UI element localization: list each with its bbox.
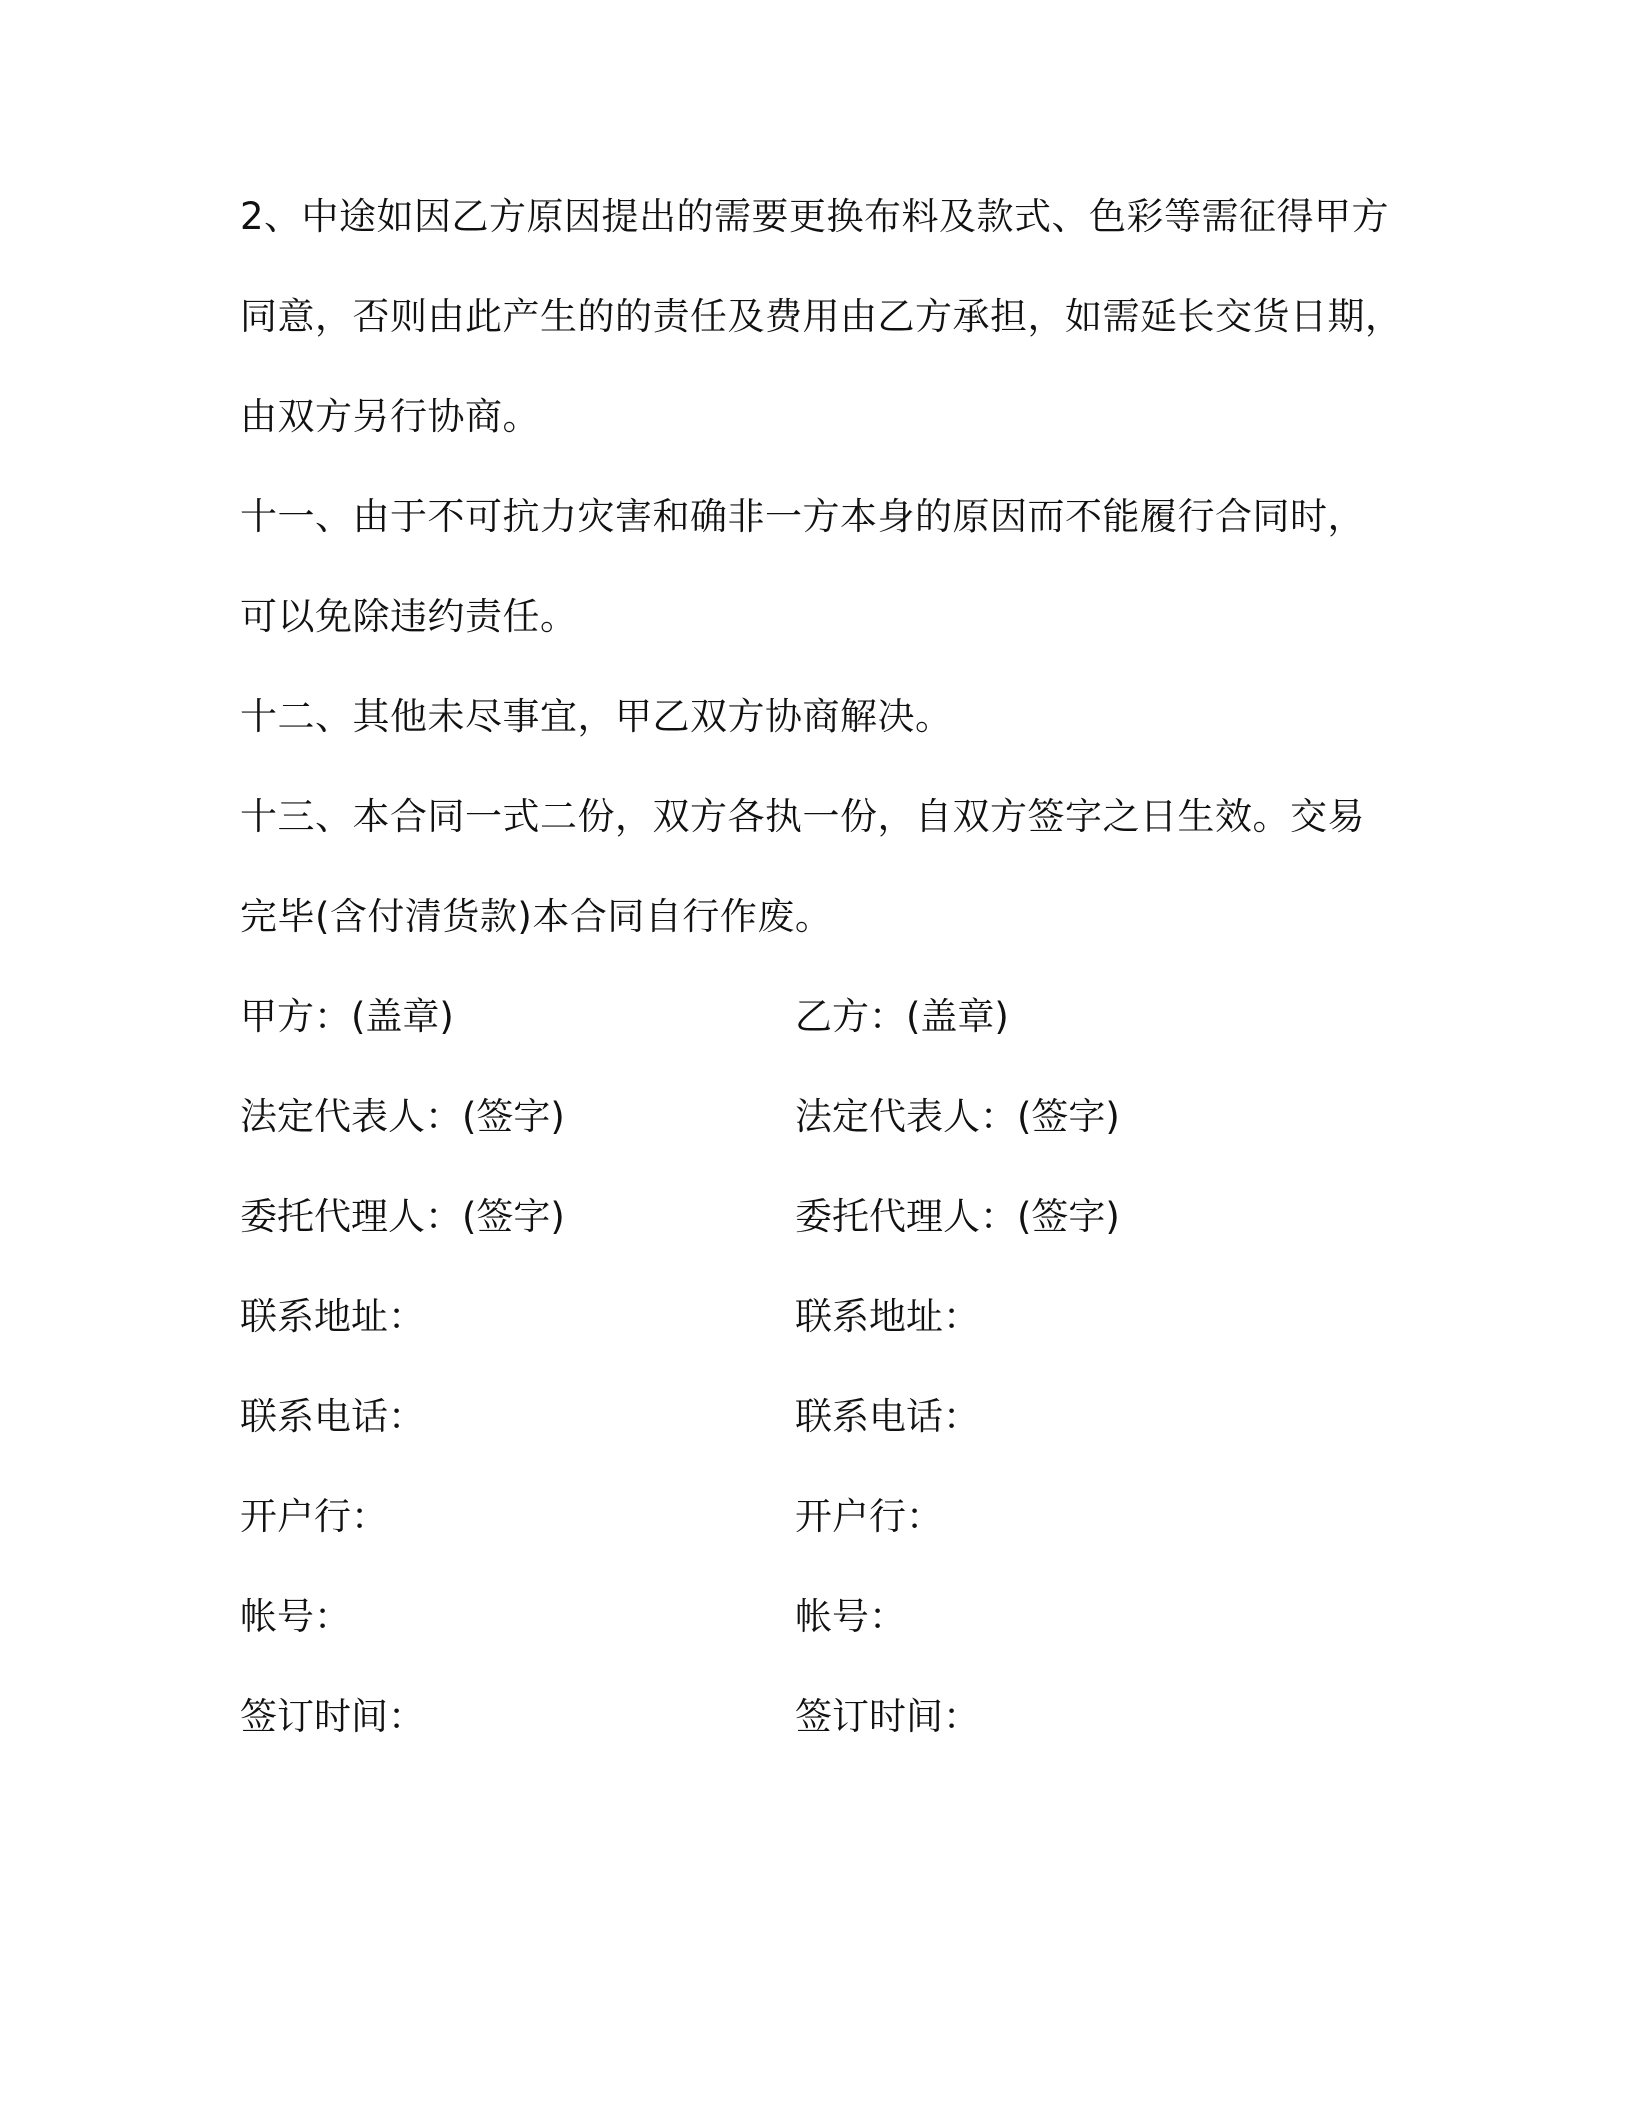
party-b-phone: 联系电话： xyxy=(795,1395,980,1438)
party-b-address: 联系地址： xyxy=(795,1295,980,1338)
party-a-legal-rep: 法定代表人：(签字) xyxy=(240,1095,565,1138)
party-a-sign-date: 签订时间： xyxy=(240,1695,425,1738)
clause-11 xyxy=(240,488,1390,688)
party-a-account: 帐号： xyxy=(240,1595,351,1638)
clause-line: 完毕(含付清货款)本合同自行作废。 xyxy=(240,895,833,938)
party-a-phone: 联系电话： xyxy=(240,1395,425,1438)
signature-row-seal xyxy=(240,988,1390,1088)
party-b-sign-date: 签订时间： xyxy=(795,1695,980,1738)
clause-2 xyxy=(240,188,1403,488)
signature-row-legal-rep xyxy=(240,1088,1390,1188)
clause-line: 十二、其他未尽事宜，甲乙双方协商解决。 xyxy=(240,695,953,738)
signature-row-date xyxy=(240,1688,1390,1788)
party-b-seal: 乙方：(盖章) xyxy=(795,995,1009,1038)
party-a-address: 联系地址： xyxy=(240,1295,425,1338)
signature-block xyxy=(240,988,1390,1788)
clause-line: 由双方另行协商。 xyxy=(240,395,540,438)
party-a-seal: 甲方：(盖章) xyxy=(240,995,454,1038)
party-b-legal-rep: 法定代表人：(签字) xyxy=(795,1095,1120,1138)
party-a-bank: 开户行： xyxy=(240,1495,388,1538)
clause-line: 可以免除违约责任。 xyxy=(240,595,578,638)
clause-line: 十一、由于不可抗力灾害和确非一方本身的原因而不能履行合同时， xyxy=(240,495,1365,538)
party-b-agent: 委托代理人：(签字) xyxy=(795,1195,1120,1238)
clause-13 xyxy=(240,788,1390,988)
signature-row-account xyxy=(240,1588,1390,1688)
party-b-account: 帐号： xyxy=(795,1595,906,1638)
clause-12 xyxy=(240,688,1390,788)
signature-row-bank xyxy=(240,1488,1390,1588)
signature-row-phone xyxy=(240,1388,1390,1488)
party-a-agent: 委托代理人：(签字) xyxy=(240,1195,565,1238)
contract-body xyxy=(240,188,1403,1788)
signature-row-agent xyxy=(240,1188,1390,1288)
party-b-bank: 开户行： xyxy=(795,1495,943,1538)
clause-line: 十三、本合同一式二份，双方各执一份，自双方签字之日生效。交易 xyxy=(240,795,1365,838)
clause-line: 2、中途如因乙方原因提出的需要更换布料及款式、色彩等需征得甲方 xyxy=(240,195,1390,238)
clause-line: 同意，否则由此产生的的责任及费用由乙方承担，如需延长交货日期， xyxy=(240,295,1403,338)
signature-row-address xyxy=(240,1288,1390,1388)
